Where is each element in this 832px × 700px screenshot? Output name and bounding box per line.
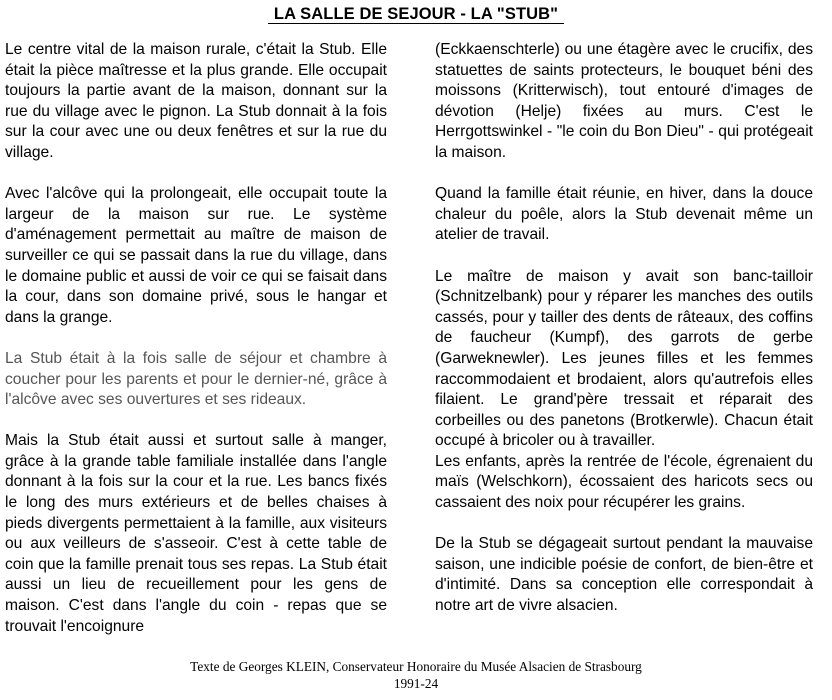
paragraph-left-1: Le centre vital de la maison rurale, c'était la Stub. Elle était la pièce maîtresse et la plus grande. Elle occupait toujours la partie avant de la maison, donnant sur la rue du village avec le pignon. La Stub donnait à la fois sur la cour avec une ou deux fenêtres et sur la rue du village. [5,41,387,161]
paragraph-right-5: De la Stub se dégageait surtout pendant la mauvaise saison, une indicible poésie de confort, de bien-être et d'intimité. Dans sa conception elle correspondait à notre art de vivre alsacien. [435,535,813,615]
paragraph-left-3: La Stub était à la fois salle de séjour et chambre à coucher pour les parents et pour le dernier-né, grâce à l'alcôve avec ses ouvertures et ses rideaux. [5,349,387,409]
paragraph-gap [5,411,387,432]
paragraph-right-1: (Eckkaenschterle) ou une étagère avec le crucifix, des statuettes de saints protecteurs, le bouquet béni des moissons (Kritterwisch), tout entouré d'images de dévotion (Helje) fixées au murs. C'est le Herrgottswinkel - "le coin du Bon Dieu" - qui protégeait la maison. [435,41,813,161]
paragraph-left-4: Mais la Stub était aussi et surtout salle à manger, grâce à la grande table familiale installée dans l'angle donnant à la fois sur la cour et la rue. Les bancs fixés le long des murs extérieurs et de belles chaises à pieds divergents permettaient à la famille, aux visiteurs ou aux veilleurs de s'asseoir. C'est à cette table de coin que la famille prenait tous ses repas. La Stub était aussi un lieu de recueillement pour les gens de maison. C'est dans l'angle du coin - repas que se trouvait l'encoignure [5,432,387,635]
right-column [435,40,813,617]
paragraph-right-2: Quand la famille était réunie, en hiver, dans la douce chaleur du poêle, alors la Stub devenait même un atelier de travail. [435,185,813,244]
footer [0,658,832,692]
left-column [5,40,387,637]
paragraph-gap [5,328,387,349]
paragraph-right-4: Les enfants, après la rentrée de l'école, égrenaient du maïs (Welschkorn), écossaient des haricots secs ou cassaient des noix pour récupérer les grains. [435,452,813,512]
paragraph-gap [5,164,387,185]
paragraph-right-3: Le maître de maison y avait son banc-tailloir (Schnitzelbank) pour y réparer les manches des outils cassés, pour y tailler des dents de râteaux, des coffins de faucheur (Kumpf), des garrots de gerbe (Garweknewler). Les jeunes filles et les femmes raccommodaient et brodaient, alors qu'autrefois elles filaient. Le grand'père tressait et réparait des corbeilles ou des panetons (Brotkerwle). Chacun était occupé à bricoler ou à travailler. [435,267,813,450]
footer-years: 1991-24 [393,676,439,691]
paragraph-left-2: Avec l'alcôve qui la prolongeait, elle occupait toute la largeur de la maison sur rue. Le système d'aménagement permettait au maître de maison de surveiller ce qui se passait dans la rue du village, dans le domaine public et aussi de voir ce qui se faisait dans la cour, dans son domaine privé, sous le hangar et dans la grange. [5,185,387,326]
page-title-wrapper [0,4,832,24]
paragraph-gap [435,246,813,267]
paragraph-gap [435,164,813,185]
page-title: LA SALLE DE SEJOUR - LA "STUB" [268,5,564,24]
footer-credit: Texte de Georges KLEIN, Conservateur Honoraire du Musée Alsacien de Strasbourg [190,659,642,674]
paragraph-gap [435,514,813,535]
